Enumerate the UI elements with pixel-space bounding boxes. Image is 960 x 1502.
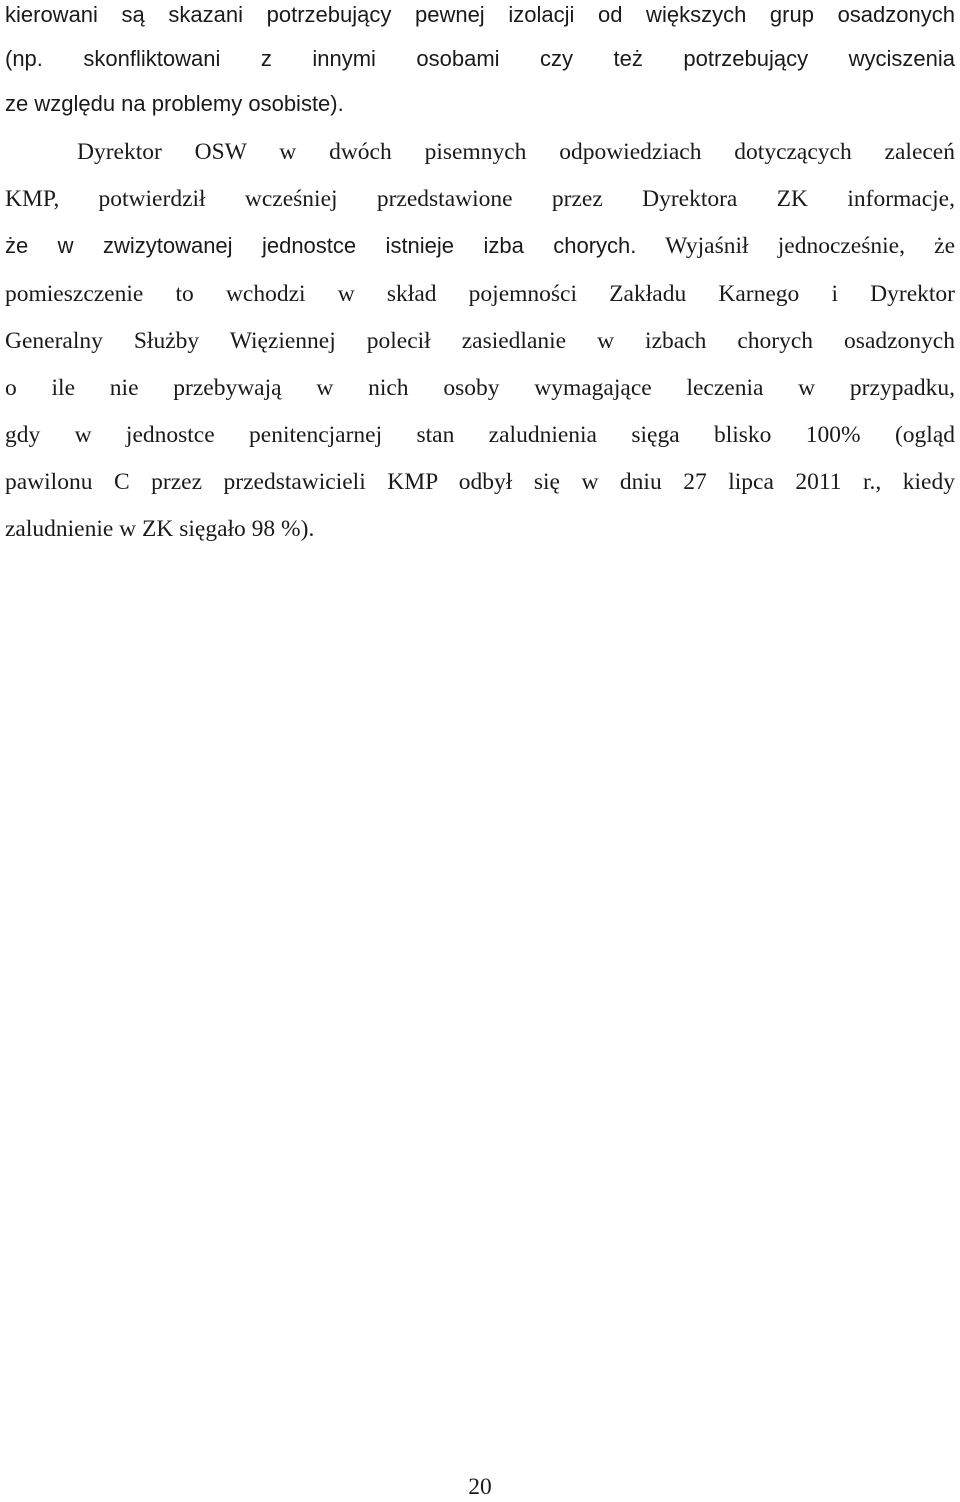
- text-line: Dyrektor OSW w dwóch pisemnych odpowiedziach dotyczących zaleceń: [77, 139, 955, 165]
- text-line: pomieszczenie to wchodzi w skład pojemności Zakładu Karnego i Dyrektor: [5, 281, 955, 307]
- page-number: 20: [468, 1474, 492, 1500]
- text-line: Generalny Służby Więziennej polecił zasiedlanie w izbach chorych osadzonych: [5, 328, 955, 354]
- text-line: pawilonu C przez przedstawicieli KMP odbył się w dniu 27 lipca 2011 r., kiedy: [5, 469, 955, 495]
- text-run-serif: Wyjaśnił jednocześnie, że: [636, 233, 955, 259]
- text-line: KMP, potwierdził wcześniej przedstawione przez Dyrektora ZK informacje,: [5, 186, 955, 212]
- text-line: ze względu na problemy osobiste).: [5, 91, 344, 116]
- text-line: o ile nie przebywają w nich osoby wymagające leczenia w przypadku,: [5, 375, 955, 401]
- text-line-mixed: [5, 231, 955, 261]
- text-line: kierowani są skazani potrzebujący pewnej izolacji od większych grup osadzonych: [5, 2, 955, 27]
- text-line: (np. skonfliktowani z innymi osobami czy też potrzebujący wyciszenia: [5, 46, 955, 71]
- text-line: gdy w jednostce penitencjarnej stan zaludnienia sięga blisko 100% (ogląd: [5, 422, 955, 448]
- text-run-sans: że w zwizytowanej jednostce istnieje izba chorych.: [5, 233, 637, 258]
- text-line: zaludnienie w ZK sięgało 98 %).: [5, 516, 315, 542]
